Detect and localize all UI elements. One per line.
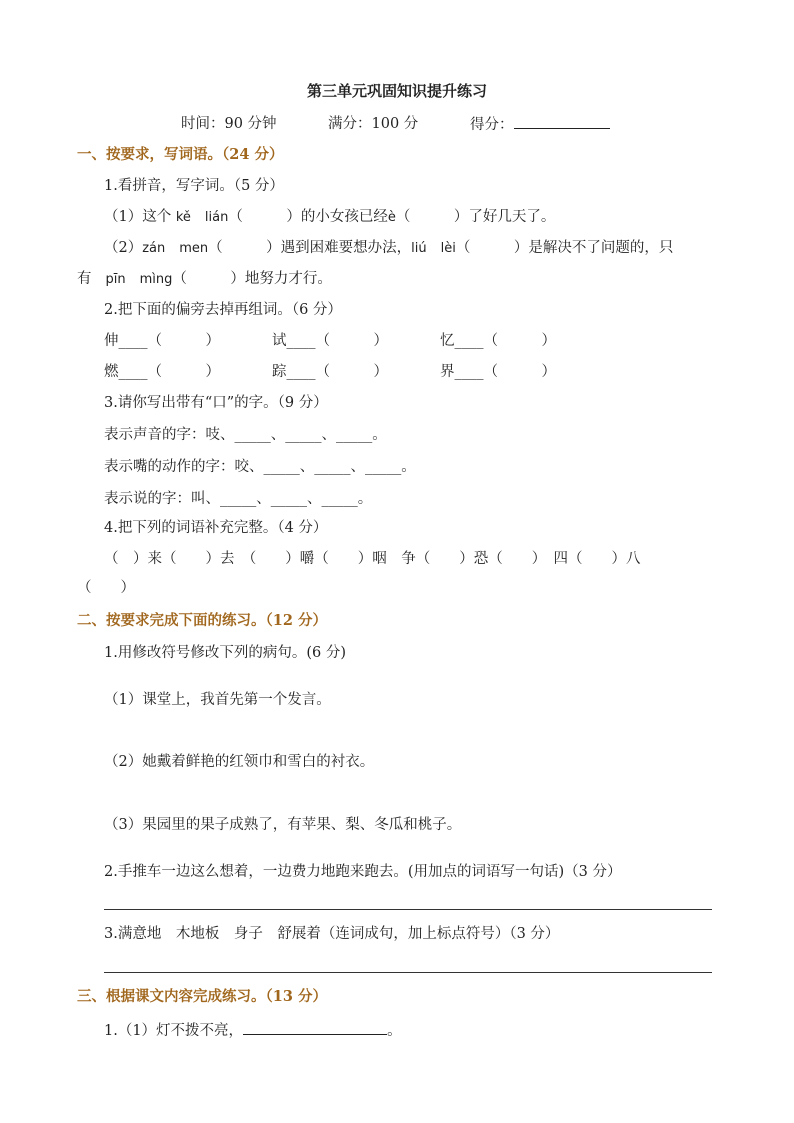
pinyin-ke: kě [175, 210, 191, 225]
section-2-heading: 二、按要求完成下面的练习。（12 分） [77, 612, 327, 629]
s3-q1-text: 1.（1）灯不拨不亮， [104, 1023, 244, 1039]
s1-q1a [104, 207, 555, 228]
s3-q1-blank[interactable] [243, 1020, 387, 1035]
pinyin-e: è [387, 210, 396, 225]
s1-q3: 3.请你写出带有“口”的字。（9 分） [104, 395, 328, 411]
s2-q3-answer-line[interactable] [104, 972, 712, 973]
pinyin-men: men [179, 241, 209, 256]
q1c-post: （ ）地努力才行。 [172, 271, 332, 287]
s2-q1c: （3）果园里的果子成熟了，有苹果、梨、冬瓜和桃子。 [104, 817, 462, 833]
s1-q2-item-6: 界____（ ） [440, 364, 556, 380]
s3-q1-end: 。 [387, 1023, 402, 1039]
s1-q2-item-4: 燃____（ ） [104, 364, 220, 380]
s2-q1: 1.用修改符号修改下列的病句。(6 分) [104, 645, 346, 661]
q1b-post: （ ）是解决不了问题的，只 [455, 240, 674, 256]
s2-q1a: （1）课堂上，我首先第一个发言。 [104, 692, 331, 708]
pinyin-ming: mìng [139, 272, 173, 287]
score-blank[interactable] [514, 114, 610, 129]
section-1-heading: 一、按要求，写词语。（24 分） [77, 146, 284, 163]
pinyin-lian: lián [204, 210, 229, 225]
time-label: 时间：90 分钟 [181, 116, 277, 132]
s1-q1c [77, 269, 332, 290]
pinyin-pin: pīn [105, 272, 126, 287]
s1-q2-item-3: 忆____（ ） [440, 333, 556, 349]
q1a-mid: （ ）的小女孩已经 [228, 209, 388, 225]
section-3-heading: 三、根据课文内容完成练习。（13 分） [77, 988, 327, 1005]
q1b-pre: （2） [104, 240, 143, 256]
s1-q4a: （ ）来（ ）去 （ ）嚼（ ）咽 争（ ）恐（ ） 四（ ）八 [104, 551, 641, 567]
s1-q2-item-1: 伸____（ ） [104, 333, 220, 349]
s1-q1: 1.看拼音，写字词。（5 分） [104, 178, 284, 194]
q1a-post: （ ）了好几天了。 [395, 209, 556, 225]
q1c-pre: 有 [77, 271, 92, 287]
s1-q2-item-5: 踪____（ ） [272, 364, 388, 380]
s2-q3: 3.满意地 木地板 身子 舒展着（连词成句，加上标点符号）（3 分） [104, 926, 560, 942]
s1-q3c: 表示说的字：叫、_____、_____、_____。 [104, 491, 373, 507]
s1-q3b: 表示嘴的动作的字：咬、_____、_____、_____。 [104, 459, 416, 475]
score-label [470, 114, 610, 135]
pinyin-lei: lèi [440, 241, 456, 256]
pinyin-zan: zán [142, 241, 166, 256]
s1-q2-item-2: 试____（ ） [272, 333, 388, 349]
s1-q3a: 表示声音的字：吱、_____、_____、_____。 [104, 427, 387, 443]
pinyin-liu: liú [411, 241, 427, 256]
s2-q1b: （2）她戴着鲜艳的红领巾和雪白的衬衣。 [104, 754, 375, 770]
s1-q4: 4.把下列的词语补充完整。（4 分） [104, 520, 328, 536]
s1-q4b: （ ） [77, 580, 135, 596]
page-title: 第三单元巩固知识提升练习 [306, 82, 487, 100]
score-text: 得分： [470, 117, 514, 133]
s3-q1 [104, 1020, 402, 1041]
s1-q2: 2.把下面的偏旁去掉再组词。（6 分） [104, 302, 342, 318]
s1-q1b [104, 238, 673, 259]
s2-q2-answer-line[interactable] [104, 909, 712, 910]
full-score-label: 满分：100 分 [328, 116, 419, 132]
s2-q2: 2.手推车一边这么想着，一边费力地跑来跑去。(用加点的词语写一句话)（3 分） [104, 864, 622, 880]
q1a-pre: （1）这个 [104, 209, 172, 225]
q1b-mid: （ ）遇到困难要想办法， [208, 240, 412, 256]
